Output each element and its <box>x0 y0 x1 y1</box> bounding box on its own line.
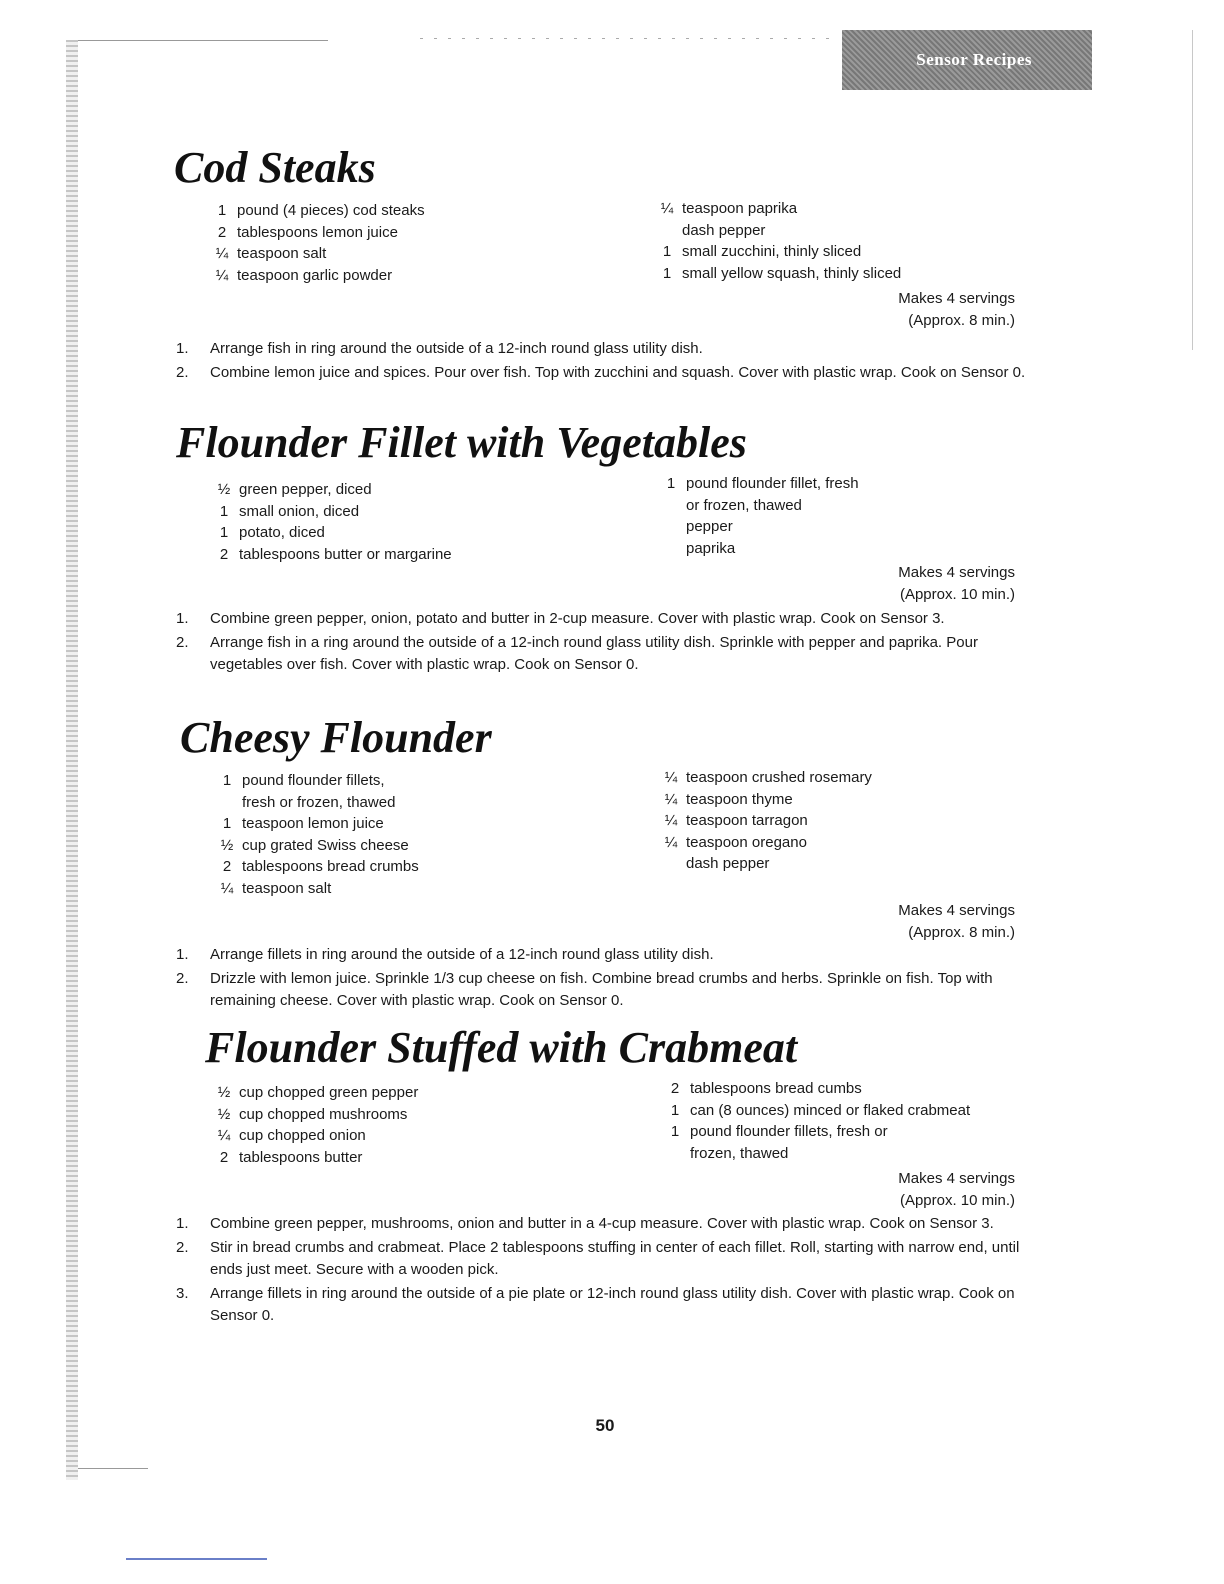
ingredient-text: teaspoon tarragon <box>686 812 808 829</box>
step <box>176 632 1026 676</box>
ingredient-qty <box>660 516 682 538</box>
step-number: 1. <box>176 1215 189 1232</box>
yield-time: (Approx. 8 min.) <box>908 924 1015 941</box>
ingredient-qty <box>216 792 238 814</box>
ingredient-text: tablespoons lemon juice <box>237 223 398 241</box>
right-edge-line <box>1192 30 1193 350</box>
ingredient-text: teaspoon salt <box>237 245 327 262</box>
ingredient <box>664 1121 970 1143</box>
ingredients-right <box>664 1078 970 1164</box>
ingredient-text: cup chopped mushrooms <box>239 1105 408 1123</box>
ingredient <box>216 770 419 792</box>
ingredient-text: small zucchini, thinly sliced <box>682 243 862 260</box>
ingredient <box>213 1082 418 1104</box>
ingredient-text: pound flounder fillet, fresh <box>686 475 859 492</box>
step-number: 1. <box>176 610 189 627</box>
ingredient <box>216 878 419 900</box>
ingredient <box>213 479 452 501</box>
step-text: Arrange fish in ring around the outside of a 12-inch round glass utility dish. <box>210 340 703 357</box>
ingredient <box>213 1104 418 1126</box>
ingredient-text: tablespoons bread cumbs <box>690 1080 862 1097</box>
page-binding-shadow <box>66 40 78 1480</box>
ingredient-qty: ¼ <box>664 790 678 808</box>
ingredient <box>216 792 419 814</box>
ingredient-qty: ¼ <box>220 879 234 897</box>
step-text: Combine green pepper, onion, potato and butter in 2-cup measure. Cover with plastic wrap. Cook on Sensor 3. <box>210 610 945 627</box>
ingredient-qty: 1 <box>662 243 672 260</box>
ingredient <box>216 813 419 835</box>
step <box>176 338 1026 360</box>
ingredient-text: teaspoon oregano <box>686 833 807 851</box>
step-text: Stir in bread crumbs and crabmeat. Place 2 tablespoons stuffing in center of each fillet. Roll, starting with narrow end, until ends just meet. Secure with a wooden pick. <box>210 1239 1020 1278</box>
ingredient <box>664 1100 970 1122</box>
ingredient <box>216 856 419 878</box>
ingredient <box>664 1078 970 1100</box>
step-text: Drizzle with lemon juice. Sprinkle 1/3 cup cheese on fish. Combine bread crumbs and herbs. Sprinkle on fish. Top with remaining cheese. Cover with plastic wrap. Cook on Sensor 0. <box>210 970 993 1009</box>
bottom-rule <box>78 1468 148 1469</box>
step <box>176 1213 1026 1235</box>
recipe-steps <box>176 608 1026 678</box>
ingredient-qty <box>660 495 682 517</box>
step-number: 1. <box>176 340 189 357</box>
ingredient-text: teaspoon thyme <box>686 790 793 808</box>
ingredient-qty: 2 <box>219 545 229 563</box>
ingredient-qty: 1 <box>219 502 229 520</box>
ingredient-qty: 1 <box>217 202 227 219</box>
ingredient <box>216 835 419 857</box>
ingredient-qty: ¼ <box>217 1127 231 1144</box>
ingredients-left <box>213 1082 418 1168</box>
ingredient-qty: ¼ <box>215 245 229 262</box>
step <box>176 1237 1026 1281</box>
ingredients-right <box>660 767 872 875</box>
recipe-title: Flounder Stuffed with Crabmeat <box>205 1023 798 1072</box>
yield-time: (Approx. 10 min.) <box>899 586 1015 603</box>
ingredient-qty <box>660 538 682 560</box>
step-number: 2. <box>176 634 189 651</box>
bottom-blue-rule <box>126 1558 267 1560</box>
yield-time: (Approx. 8 min.) <box>908 312 1015 329</box>
ingredient-text: teaspoon garlic powder <box>237 266 393 284</box>
ingredient-qty: ½ <box>220 836 234 854</box>
yield-servings: Makes 4 servings <box>898 902 1015 919</box>
ingredient <box>660 832 872 854</box>
ingredient-qty: ½ <box>217 1105 231 1123</box>
recipe-title: Cheesy Flounder <box>180 713 492 762</box>
yield-servings: Makes 4 servings <box>898 290 1015 307</box>
ingredient <box>660 495 859 517</box>
ingredient-qty: ¼ <box>664 812 678 829</box>
recipe-steps <box>176 1213 1026 1329</box>
step <box>176 1283 1026 1327</box>
ingredient <box>660 473 859 495</box>
step-number: 2. <box>176 970 189 987</box>
ingredient-text: pound flounder fillets, fresh or <box>690 1123 888 1140</box>
step <box>176 608 1026 630</box>
ingredient <box>664 1143 970 1165</box>
ingredient-qty: 1 <box>219 524 229 541</box>
ingredient <box>211 222 425 244</box>
ingredients-left <box>216 770 419 899</box>
ingredient-qty <box>656 220 678 242</box>
ingredient <box>656 263 901 285</box>
step-number: 2. <box>176 364 189 381</box>
step <box>176 944 1026 966</box>
step-number: 1. <box>176 946 189 963</box>
ingredient-qty: ¼ <box>664 833 678 851</box>
ingredient-text: or frozen, thawed <box>686 496 802 514</box>
step-number: 3. <box>176 1285 189 1302</box>
step-number: 2. <box>176 1239 189 1256</box>
ingredient-text: fresh or frozen, thawed <box>242 793 396 811</box>
ingredient-qty: ¼ <box>215 266 229 284</box>
step-text: Arrange fish in a ring around the outside of a 12-inch round glass utility dish. Sprinkle with pepper and paprika. Pour vegetables over fish. Cover with plastic wrap. Cook on Sensor 0. <box>210 634 978 673</box>
recipe-yield <box>898 1168 1015 1212</box>
ingredient <box>213 544 452 566</box>
ingredient-text: teaspoon paprika <box>682 200 798 217</box>
ingredient-qty <box>660 853 682 875</box>
recipe-steps <box>176 338 1026 386</box>
ingredient-qty: 2 <box>670 1080 680 1097</box>
ingredient-text: potato, diced <box>239 524 325 541</box>
ingredient-text: can (8 ounces) minced or flaked crabmeat <box>690 1101 971 1119</box>
ingredient-text: paprika <box>686 539 736 557</box>
recipe-yield <box>898 288 1015 332</box>
ingredient-text: pepper <box>686 518 733 535</box>
yield-servings: Makes 4 servings <box>898 564 1015 581</box>
ingredient <box>656 241 901 263</box>
ingredients-left <box>211 200 425 286</box>
yield-time: (Approx. 10 min.) <box>899 1192 1015 1209</box>
ingredient <box>660 810 872 832</box>
ingredient-text: cup grated Swiss cheese <box>242 836 409 854</box>
ingredient <box>213 501 452 523</box>
section-tab <box>842 30 1092 90</box>
step-text: Combine lemon juice and spices. Pour over fish. Top with zucchini and squash. Cover with plastic wrap. Cook on Sensor 0. <box>210 364 1026 381</box>
step-text: Combine green pepper, mushrooms, onion and butter in a 4-cup measure. Cover with plastic wrap. Cook on Sensor 3. <box>210 1215 994 1232</box>
ingredient-qty: 1 <box>222 772 232 789</box>
step <box>176 968 1026 1012</box>
ingredient-text: small onion, diced <box>239 502 360 520</box>
ingredient <box>660 853 872 875</box>
ingredient-qty: 1 <box>666 475 676 492</box>
recipe-yield <box>898 900 1015 944</box>
ingredient <box>213 1147 418 1169</box>
ingredient <box>660 516 859 538</box>
ingredient <box>656 220 901 242</box>
ingredient <box>211 265 425 287</box>
step-text: Arrange fillets in ring around the outside of a 12-inch round glass utility dish. <box>210 946 714 963</box>
ingredient-qty: 1 <box>670 1101 680 1119</box>
ingredient-text: cup chopped onion <box>239 1127 366 1144</box>
ingredient-text: teaspoon lemon juice <box>242 815 384 832</box>
recipe-yield <box>898 562 1015 606</box>
recipe-steps <box>176 944 1026 1014</box>
ingredient-qty <box>664 1143 686 1165</box>
ingredient-text: small yellow squash, thinly sliced <box>682 264 902 282</box>
ingredient-qty: ¼ <box>664 769 678 786</box>
ingredient <box>660 538 859 560</box>
ingredient <box>213 1125 418 1147</box>
section-tab-label: Sensor Recipes <box>916 50 1032 69</box>
ingredient-qty: ¼ <box>660 200 674 217</box>
ingredient <box>211 200 425 222</box>
ingredient-text: pound (4 pieces) cod steaks <box>237 202 425 219</box>
step <box>176 362 1026 384</box>
ingredient-text: teaspoon crushed rosemary <box>686 769 872 786</box>
ingredient-text: frozen, thawed <box>690 1144 789 1162</box>
ingredient-text: tablespoons bread crumbs <box>242 858 419 875</box>
ingredient-text: cup chopped green pepper <box>239 1084 419 1101</box>
ingredient-text: pound flounder fillets, <box>242 772 385 789</box>
ingredient <box>213 522 452 544</box>
ingredients-right <box>656 198 901 284</box>
yield-servings: Makes 4 servings <box>898 1170 1015 1187</box>
ingredient-qty: ½ <box>217 1084 231 1101</box>
ingredient-qty: ½ <box>217 481 231 498</box>
ingredient <box>660 789 872 811</box>
top-rule <box>78 40 328 41</box>
ingredient-text: green pepper, diced <box>239 481 372 498</box>
ingredient-text: teaspoon salt <box>242 879 332 897</box>
ingredient-text: dash pepper <box>686 855 770 872</box>
ingredient <box>660 767 872 789</box>
page-number: 50 <box>595 1416 615 1435</box>
ingredient-text: dash pepper <box>682 221 766 239</box>
ingredients-left <box>213 479 452 565</box>
ingredients-right <box>660 473 859 559</box>
ingredient-qty: 1 <box>662 264 672 282</box>
ingredient-qty: 1 <box>670 1123 680 1140</box>
ingredient-qty: 2 <box>217 223 227 241</box>
ingredient-text: tablespoons butter <box>239 1148 363 1166</box>
recipe-title: Cod Steaks <box>174 143 376 192</box>
ingredient-qty: 2 <box>219 1148 229 1166</box>
ingredient <box>656 198 901 220</box>
ingredient <box>211 243 425 265</box>
step-text: Arrange fillets in ring around the outside of a pie plate or 12-inch round glass utility dish. Cover with plastic wrap. Cook on Sensor 0. <box>210 1285 1015 1324</box>
ingredient-qty: 1 <box>222 815 232 832</box>
ingredient-qty: 2 <box>222 858 232 875</box>
recipe-title: Flounder Fillet with Vegetables <box>176 418 747 467</box>
ingredient-text: tablespoons butter or margarine <box>239 545 452 563</box>
top-dotted-rule <box>420 38 840 39</box>
